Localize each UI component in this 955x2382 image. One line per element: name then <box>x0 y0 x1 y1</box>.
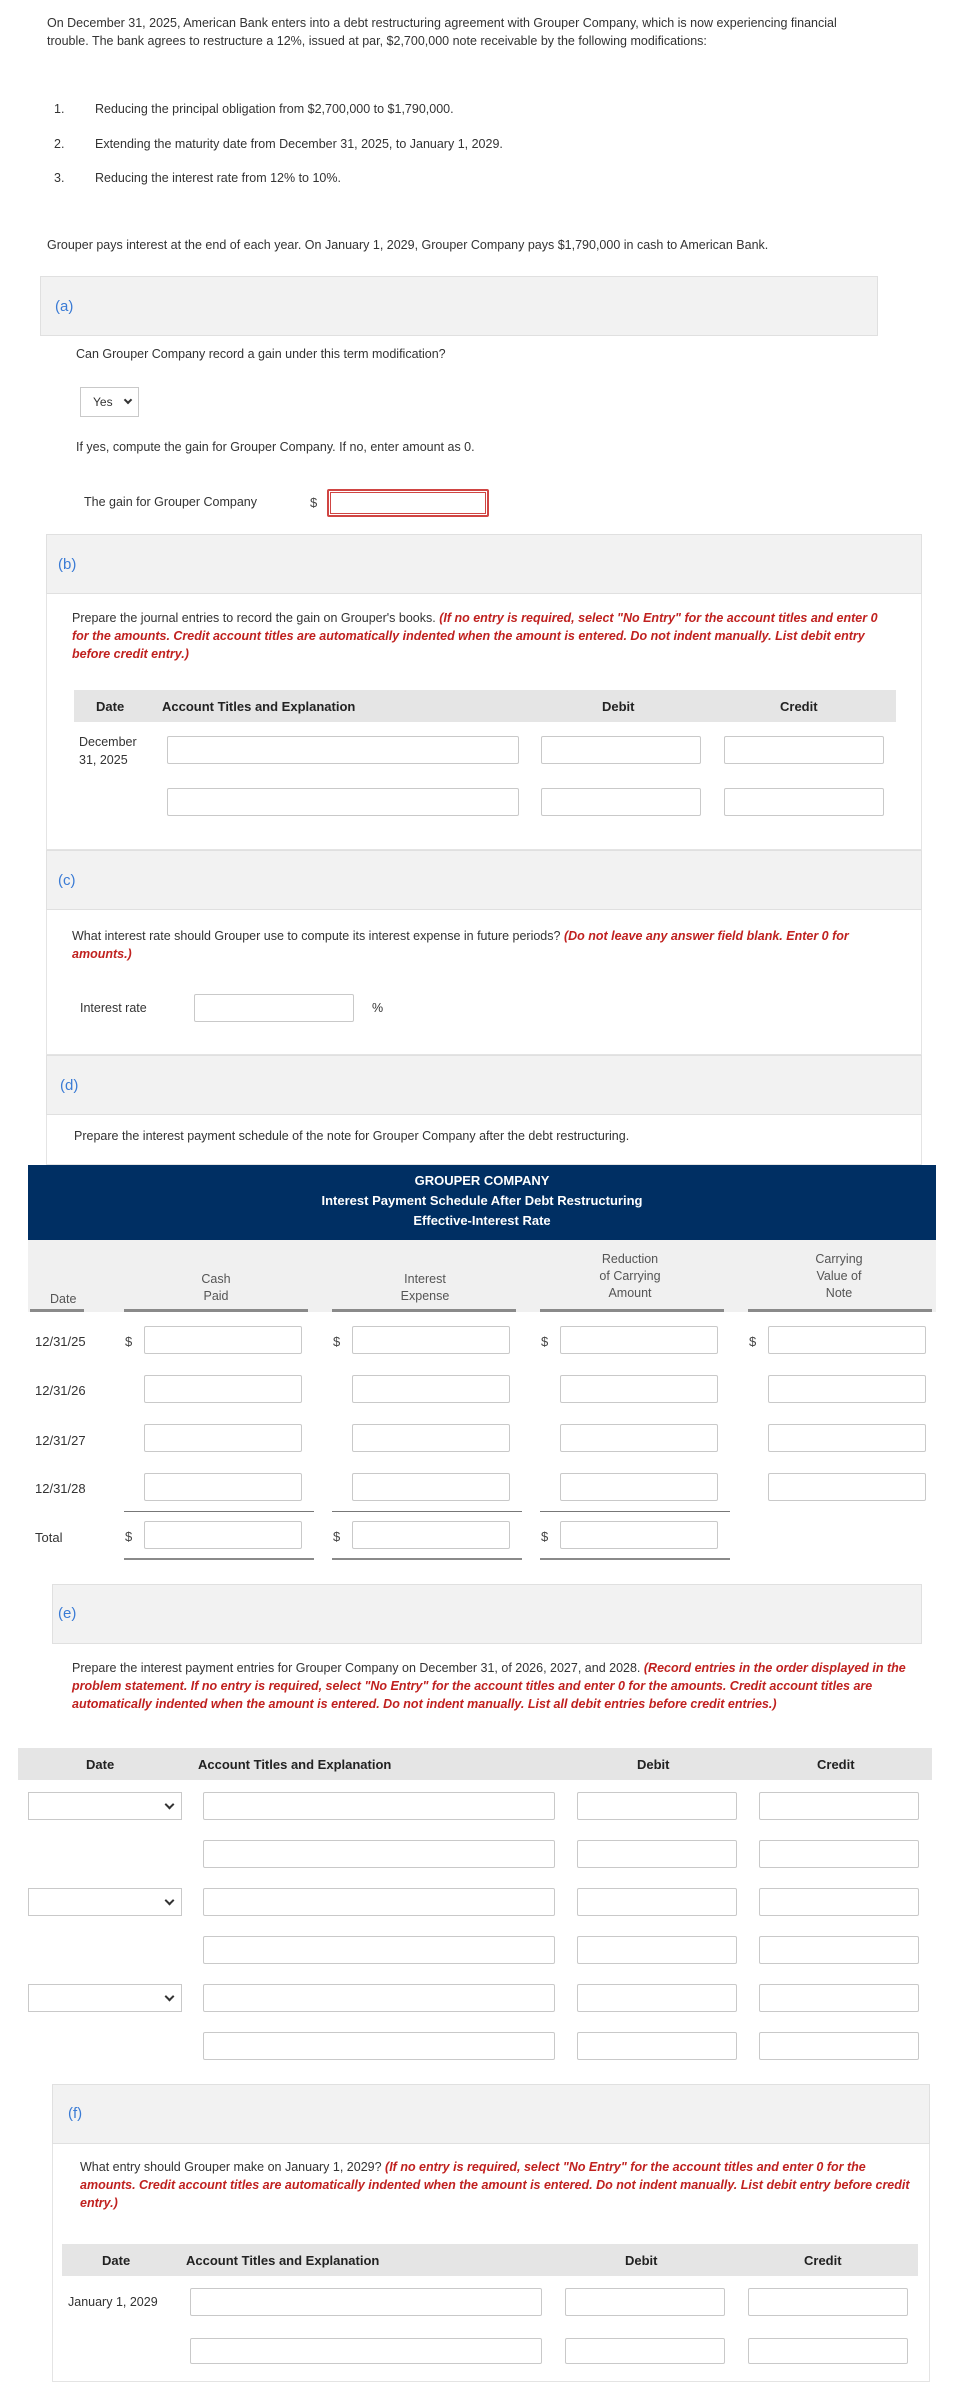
carrying-value-input[interactable] <box>768 1326 926 1354</box>
part-f-table-header <box>62 2244 918 2276</box>
schedule-row-date: 12/31/25 <box>35 1334 86 1349</box>
col-carrying-line3: Note <box>825 1285 853 1300</box>
col-debit: Debit <box>625 2253 658 2268</box>
carrying-value-input[interactable] <box>768 1473 926 1501</box>
total-double-rule <box>540 1558 730 1560</box>
col-debit: Debit <box>602 699 635 714</box>
account-title-input[interactable] <box>203 1984 555 2012</box>
part-a-question: Can Grouper Company record a gain under this term modification? <box>76 347 446 361</box>
credit-input[interactable] <box>759 1936 919 1964</box>
col-credit: Credit <box>804 2253 842 2268</box>
credit-input[interactable] <box>759 1888 919 1916</box>
part-a-instruction: If yes, compute the gain for Grouper Company. If no, enter amount as 0. <box>76 440 475 454</box>
account-title-input[interactable] <box>203 1888 555 1916</box>
modification-number: 1. <box>54 102 65 116</box>
col-account: Account Titles and Explanation <box>186 2253 380 2268</box>
debit-input[interactable] <box>541 736 701 764</box>
col-date: Date <box>102 2253 131 2268</box>
entry-date-select[interactable] <box>28 1888 182 1916</box>
reduction-input[interactable] <box>560 1375 718 1403</box>
total-label: Total <box>35 1530 63 1545</box>
part-c-prompt <box>72 927 908 963</box>
col-interest-line2: Expense <box>400 1288 450 1303</box>
part-e-prompt-red: (Record entries in the order displayed in the problem statement. If no entry is required, select "No Entry" for the account titles and enter 0 for the amounts. Credit account titles are automatically indented when the amount is entered. Do not indent manually. List all debit entries before credit entries.) <box>72 1661 906 1712</box>
col-reduction-line2: of Carrying <box>599 1268 661 1283</box>
account-title-input[interactable] <box>203 1936 555 1964</box>
interest-expense-input[interactable] <box>352 1326 510 1354</box>
carrying-value-input[interactable] <box>768 1424 926 1452</box>
total-reduction-input[interactable] <box>560 1521 718 1549</box>
account-title-input[interactable] <box>167 788 519 816</box>
debit-input[interactable] <box>577 1984 737 2012</box>
gain-answer-select[interactable] <box>80 387 139 417</box>
credit-input[interactable] <box>748 2338 908 2364</box>
modification-text: Extending the maturity date from December 31, 2025, to January 1, 2029. <box>95 137 503 151</box>
total-cash-paid-input[interactable] <box>144 1521 302 1549</box>
dollar-sign: $ <box>125 1334 133 1349</box>
part-b-label: (b) <box>58 556 77 573</box>
total-double-rule <box>332 1558 522 1560</box>
part-c-header <box>46 850 922 910</box>
col-cash-underline <box>124 1309 308 1312</box>
col-credit: Credit <box>780 699 818 714</box>
total-rule <box>540 1511 730 1512</box>
percent-sign: % <box>372 1001 384 1015</box>
total-rule <box>332 1511 522 1512</box>
problem-intro: On December 31, 2025, American Bank enters into a debt restructuring agreement with Grouper Company, which is now experiencing financial trouble. The bank agrees to restructure a 12%, issued at par, $2,700,000 note receivable by the following modifications: <box>47 16 837 49</box>
dollar-sign: $ <box>333 1334 341 1349</box>
part-a-header <box>40 276 878 336</box>
col-debit: Debit <box>637 1757 670 1772</box>
cash-paid-input[interactable] <box>144 1473 302 1501</box>
debit-input[interactable] <box>565 2288 725 2316</box>
col-credit: Credit <box>817 1757 855 1772</box>
part-f-prompt-red: (If no entry is required, select "No Entry" for the account titles and enter 0 for the amounts. Credit account titles are automatically indented when the amount is entered. Do not indent manually. List debit entry before credit entry.) <box>80 2160 910 2211</box>
part-e-table-header <box>18 1748 932 1780</box>
col-carrying-line2: Value of <box>816 1268 862 1283</box>
modification-1 <box>54 101 454 119</box>
modification-text: Reducing the interest rate from 12% to 10%. <box>95 171 341 185</box>
account-title-input[interactable] <box>190 2338 542 2364</box>
banner-company: GROUPER COMPANY <box>414 1173 550 1188</box>
col-date: Date <box>86 1757 115 1772</box>
entry-date-select[interactable] <box>28 1792 182 1820</box>
dollar-sign: $ <box>125 1529 133 1544</box>
interest-expense-input[interactable] <box>352 1473 510 1501</box>
total-rule <box>124 1511 314 1512</box>
part-f-header <box>52 2084 930 2144</box>
part-e-header <box>52 1584 922 1644</box>
part-b-prompt-text: Prepare the journal entries to record the gain on Grouper's books. <box>72 611 436 625</box>
debit-input[interactable] <box>577 1936 737 1964</box>
part-f-prompt <box>80 2158 916 2212</box>
reduction-input[interactable] <box>560 1424 718 1452</box>
cash-paid-input[interactable] <box>144 1326 302 1354</box>
col-reduction-line3: Amount <box>608 1285 652 1300</box>
credit-input[interactable] <box>759 1840 919 1868</box>
part-b-header <box>46 534 922 594</box>
cash-paid-input[interactable] <box>144 1375 302 1403</box>
part-b-table-header <box>74 690 896 722</box>
col-reduction <box>580 1251 680 1302</box>
debit-input[interactable] <box>541 788 701 816</box>
col-interest-line1: Interest <box>404 1272 446 1286</box>
part-e-label: (e) <box>58 1605 77 1622</box>
col-account: Account Titles and Explanation <box>198 1757 392 1772</box>
reduction-input[interactable] <box>560 1326 718 1354</box>
credit-input[interactable] <box>724 736 884 764</box>
part-e-prompt-text: Prepare the interest payment entries for Grouper Company on December 31, of 2026, 2027, and 2028. <box>72 1661 641 1675</box>
debit-input[interactable] <box>577 1840 737 1868</box>
col-carrying-value <box>789 1251 889 1302</box>
reduction-input[interactable] <box>560 1473 718 1501</box>
chevron-down-icon <box>165 1800 175 1810</box>
account-title-input[interactable] <box>167 736 519 764</box>
debit-input[interactable] <box>577 2032 737 2060</box>
entry-date <box>79 733 137 769</box>
part-d-header <box>46 1055 922 1115</box>
entry-date: January 1, 2029 <box>68 2295 158 2309</box>
part-d-label: (d) <box>60 1077 79 1094</box>
modification-text: Reducing the principal obligation from $2,700,000 to $1,790,000. <box>95 102 454 116</box>
schedule-row-date: 12/31/26 <box>35 1383 86 1398</box>
total-double-rule <box>124 1558 314 1560</box>
credit-input[interactable] <box>759 1984 919 2012</box>
part-a-label: (a) <box>55 298 74 315</box>
interest-rate-label: Interest rate <box>80 1001 147 1015</box>
banner-title: Interest Payment Schedule After Debt Restructuring <box>321 1193 643 1209</box>
credit-input[interactable] <box>748 2288 908 2316</box>
col-date-underline <box>30 1309 84 1312</box>
carrying-value-input[interactable] <box>768 1375 926 1403</box>
cash-paid-input[interactable] <box>144 1424 302 1452</box>
part-f-label: (f) <box>68 2105 83 2122</box>
problem-closing: Grouper pays interest at the end of each year. On January 1, 2029, Grouper Company pays $1,790,000 in cash to American Bank. <box>47 238 769 252</box>
col-date: Date <box>96 699 125 714</box>
interest-expense-input[interactable] <box>352 1424 510 1452</box>
dollar-sign: $ <box>541 1529 549 1544</box>
modification-2 <box>54 136 503 154</box>
modification-number: 3. <box>54 171 65 185</box>
col-interest-underline <box>332 1309 516 1312</box>
interest-rate-input[interactable] <box>194 994 354 1022</box>
account-title-input[interactable] <box>203 1840 555 1868</box>
col-reduction-underline <box>540 1309 724 1312</box>
dollar-sign: $ <box>749 1334 757 1349</box>
schedule-row-date: 12/31/28 <box>35 1481 86 1496</box>
credit-input[interactable] <box>759 2032 919 2060</box>
entry-date-line1: December <box>79 735 137 749</box>
chevron-down-icon <box>165 1896 175 1906</box>
schedule-banner <box>28 1165 936 1240</box>
col-account: Account Titles and Explanation <box>162 699 356 714</box>
gain-answer-value: Yes <box>93 395 113 409</box>
part-b-prompt-red: (If no entry is required, select "No Entry" for the account titles and enter 0 for the amounts. Credit account titles are automatically indented when the amount is entered. Do not indent manually. List debit entry before credit entry.) <box>72 611 878 662</box>
part-c-prompt-red: (Do not leave any answer field blank. Enter 0 for amounts.) <box>72 929 849 962</box>
part-b-prompt <box>72 609 892 663</box>
part-d-prompt: Prepare the interest payment schedule of the note for Grouper Company after the debt restructuring. <box>74 1129 630 1143</box>
schedule-row-date: 12/31/27 <box>35 1433 86 1448</box>
col-carrying-line1: Carrying <box>815 1252 863 1266</box>
col-date: Date <box>50 1292 77 1306</box>
col-carrying-underline <box>748 1309 932 1312</box>
credit-input[interactable] <box>759 1792 919 1820</box>
total-interest-expense-input[interactable] <box>352 1521 510 1549</box>
entry-date-select[interactable] <box>28 1984 182 2012</box>
account-title-input[interactable] <box>203 2032 555 2060</box>
credit-input[interactable] <box>724 788 884 816</box>
dollar-sign: $ <box>310 495 318 510</box>
part-e-prompt <box>72 1659 908 1713</box>
chevron-down-icon <box>124 396 132 404</box>
part-c-label: (c) <box>58 872 76 889</box>
part-c-prompt-text: What interest rate should Grouper use to compute its interest expense in future periods? <box>72 929 561 943</box>
banner-method: Effective-Interest Rate <box>413 1213 551 1229</box>
gain-amount-input[interactable] <box>327 489 489 517</box>
account-title-input[interactable] <box>203 1792 555 1820</box>
debit-input[interactable] <box>565 2338 725 2364</box>
col-cash-paid-line1: Cash <box>201 1272 231 1286</box>
part-f-prompt-text: What entry should Grouper make on January 1, 2029? <box>80 2160 382 2174</box>
debit-input[interactable] <box>577 1792 737 1820</box>
col-interest-expense <box>385 1271 465 1305</box>
modification-3 <box>54 170 341 188</box>
debit-input[interactable] <box>577 1888 737 1916</box>
account-title-input[interactable] <box>190 2288 542 2316</box>
dollar-sign: $ <box>541 1334 549 1349</box>
interest-expense-input[interactable] <box>352 1375 510 1403</box>
modification-number: 2. <box>54 137 65 151</box>
col-cash-paid <box>186 1271 246 1305</box>
col-reduction-line1: Reduction <box>601 1252 659 1266</box>
col-cash-paid-line2: Paid <box>203 1288 229 1303</box>
dollar-sign: $ <box>333 1529 341 1544</box>
chevron-down-icon <box>165 1992 175 2002</box>
entry-date-line2: 31, 2025 <box>79 753 128 768</box>
gain-label: The gain for Grouper Company <box>84 495 258 509</box>
